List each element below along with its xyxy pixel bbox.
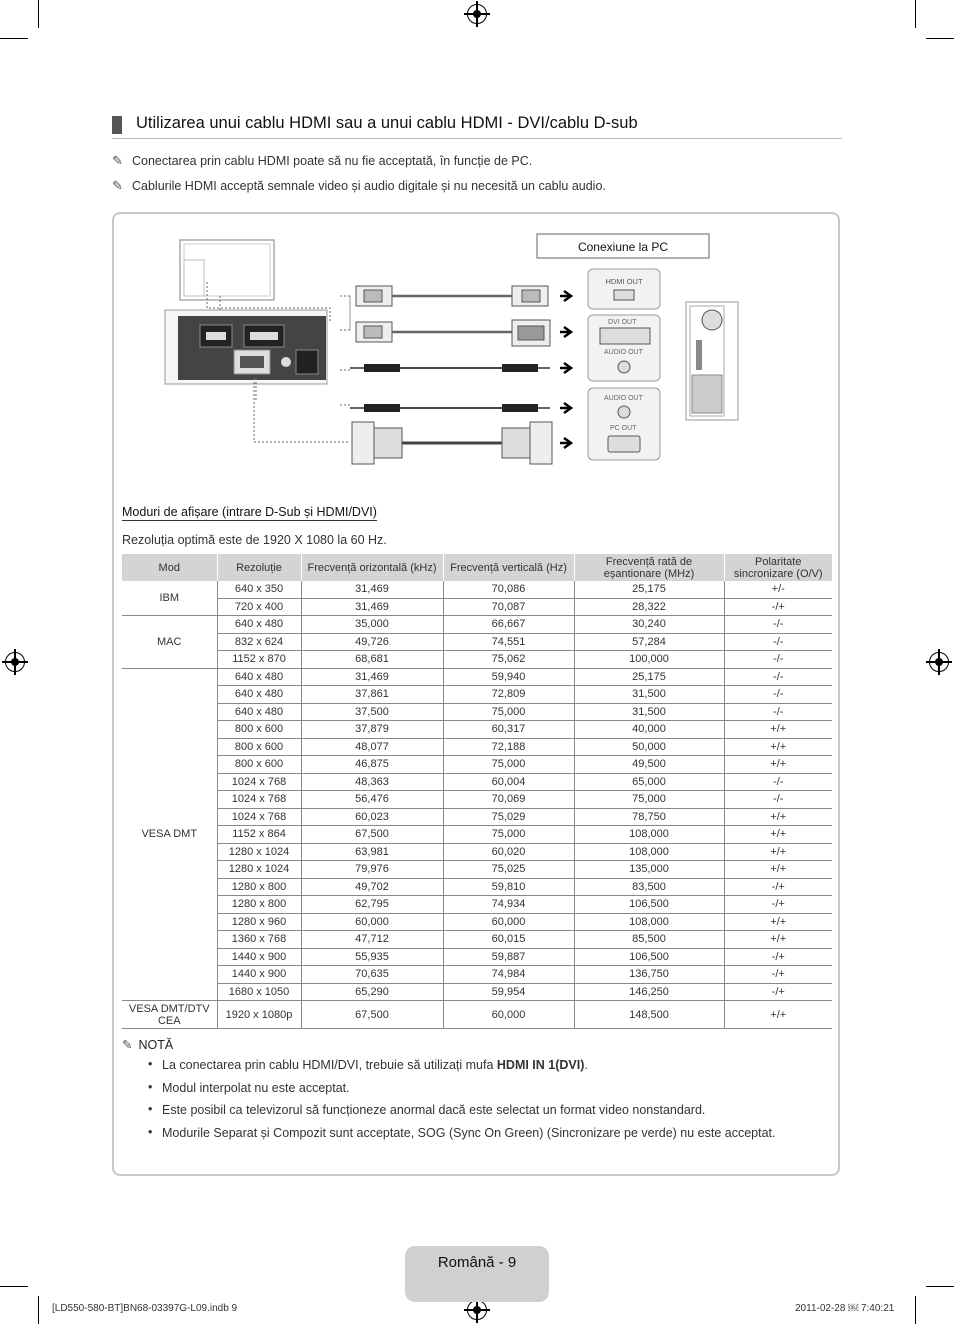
- clock-cell: 106,500: [574, 896, 724, 914]
- polarity-cell: +/-: [724, 581, 832, 598]
- hfreq-cell: 70,635: [301, 966, 443, 984]
- bullet-bold-text: HDMI IN 1(DVI): [496, 1058, 585, 1072]
- hfreq-cell: 48,077: [301, 738, 443, 756]
- table-row: [122, 633, 832, 651]
- crop-mark: [926, 38, 954, 39]
- crop-mark: [38, 1296, 39, 1324]
- vfreq-cell: 59,810: [443, 878, 574, 896]
- res-cell: 720 x 400: [217, 598, 301, 616]
- table-row: [122, 598, 832, 616]
- hfreq-cell: 62,795: [301, 896, 443, 914]
- hfreq-cell: 67,500: [301, 826, 443, 844]
- clock-cell: 30,240: [574, 616, 724, 634]
- heading-text: Utilizarea unui cablu HDMI sau a unui cablu HDMI - DVI/cablu D-sub: [136, 114, 638, 132]
- vfreq-cell: 60,004: [443, 773, 574, 791]
- pc-connection-label: Conexiune la PC: [577, 240, 669, 254]
- polarity-cell: +/+: [724, 738, 832, 756]
- table-row: [122, 616, 832, 634]
- polarity-cell: +/+: [724, 1001, 832, 1029]
- polarity-cell: +/+: [724, 756, 832, 774]
- vfreq-cell: 60,020: [443, 843, 574, 861]
- clock-cell: 100,000: [574, 651, 724, 669]
- nota-heading: [122, 1037, 173, 1052]
- pencil-icon: ✎: [112, 153, 123, 168]
- table-row: [122, 651, 832, 669]
- polarity-cell: -/+: [724, 983, 832, 1001]
- table-row: [122, 1001, 832, 1029]
- table-row: [122, 721, 832, 739]
- page-number-tab: [405, 1246, 549, 1302]
- hfreq-cell: 31,469: [301, 581, 443, 598]
- registration-mark-icon: [467, 1300, 487, 1320]
- vfreq-cell: 60,000: [443, 913, 574, 931]
- vfreq-cell: 74,551: [443, 633, 574, 651]
- hdmi-out-label: HDMI OUT: [605, 277, 643, 286]
- optimal-resolution-note: Rezoluția optimă este de 1920 X 1080 la 60 Hz.: [122, 533, 387, 547]
- table-row: [122, 738, 832, 756]
- hfreq-cell: 65,290: [301, 983, 443, 1001]
- polarity-cell: +/+: [724, 861, 832, 879]
- clock-cell: 25,175: [574, 668, 724, 686]
- audio-cable: [350, 363, 571, 373]
- mode-cell: VESA DMT: [122, 668, 217, 1001]
- vfreq-cell: 74,934: [443, 896, 574, 914]
- col-header: Rezoluție: [217, 554, 301, 581]
- clock-cell: 25,175: [574, 581, 724, 598]
- registration-mark-icon: [929, 652, 949, 672]
- table-row: [122, 581, 832, 598]
- vfreq-cell: 75,000: [443, 826, 574, 844]
- pc-tower-illustration: [686, 302, 738, 420]
- res-cell: 1280 x 800: [217, 896, 301, 914]
- note-line: [112, 153, 532, 169]
- vfreq-cell: 75,025: [443, 861, 574, 879]
- vfreq-cell: 75,000: [443, 703, 574, 721]
- res-cell: 1280 x 1024: [217, 861, 301, 879]
- hdmi-out-port: [588, 269, 660, 309]
- res-cell: 1280 x 1024: [217, 843, 301, 861]
- polarity-cell: -/+: [724, 948, 832, 966]
- polarity-cell: -/-: [724, 651, 832, 669]
- polarity-cell: -/-: [724, 791, 832, 809]
- res-cell: 640 x 350: [217, 581, 301, 598]
- audio-out-label: AUDIO OUT: [604, 349, 643, 356]
- polarity-cell: +/+: [724, 826, 832, 844]
- polarity-cell: +/+: [724, 808, 832, 826]
- vfreq-cell: 59,940: [443, 668, 574, 686]
- res-cell: 800 x 600: [217, 721, 301, 739]
- registration-mark-icon: [5, 652, 25, 672]
- res-cell: 1440 x 900: [217, 966, 301, 984]
- d-sub-cable: [352, 422, 571, 464]
- hfreq-cell: 60,023: [301, 808, 443, 826]
- crop-mark: [926, 1286, 954, 1287]
- clock-cell: 31,500: [574, 703, 724, 721]
- vfreq-cell: 59,887: [443, 948, 574, 966]
- hfreq-cell: 37,861: [301, 686, 443, 704]
- table-row: [122, 948, 832, 966]
- table-row: [122, 826, 832, 844]
- hfreq-cell: 49,702: [301, 878, 443, 896]
- clock-cell: 108,000: [574, 913, 724, 931]
- polarity-cell: -/+: [724, 966, 832, 984]
- hfreq-cell: 48,363: [301, 773, 443, 791]
- res-cell: 800 x 600: [217, 738, 301, 756]
- crop-mark: [915, 1296, 916, 1324]
- table-row: [122, 878, 832, 896]
- col-header: Polaritate sincronizare (O/V): [724, 554, 832, 581]
- res-cell: 832 x 624: [217, 633, 301, 651]
- polarity-cell: -/-: [724, 686, 832, 704]
- vfreq-cell: 75,000: [443, 756, 574, 774]
- crop-mark: [915, 0, 916, 28]
- hfreq-cell: 31,469: [301, 668, 443, 686]
- list-item: [148, 1058, 775, 1081]
- vfreq-cell: 60,015: [443, 931, 574, 949]
- res-cell: 1920 x 1080p: [217, 1001, 301, 1029]
- heading-bar: [112, 116, 122, 134]
- res-cell: 1280 x 960: [217, 913, 301, 931]
- vfreq-cell: 70,086: [443, 581, 574, 598]
- table-header-row: [122, 554, 832, 581]
- clock-cell: 85,500: [574, 931, 724, 949]
- table-row: [122, 913, 832, 931]
- res-cell: 1440 x 900: [217, 948, 301, 966]
- table-row: [122, 966, 832, 984]
- mode-cell: MAC: [122, 616, 217, 669]
- col-header: Frecvență verticală (Hz): [443, 554, 574, 581]
- hfreq-cell: 37,879: [301, 721, 443, 739]
- res-cell: 1024 x 768: [217, 773, 301, 791]
- display-modes-title: Moduri de afișare (intrare D-Sub și HDMI/DVI): [122, 505, 377, 519]
- hfreq-cell: 56,476: [301, 791, 443, 809]
- res-cell: 1280 x 800: [217, 878, 301, 896]
- clock-cell: 65,000: [574, 773, 724, 791]
- bullet-text: .: [584, 1058, 588, 1072]
- table-row: [122, 773, 832, 791]
- bullet-text: La conectarea prin cablu HDMI/DVI, trebuie să utilizați mufa: [162, 1058, 497, 1072]
- res-cell: 1152 x 864: [217, 826, 301, 844]
- res-cell: 800 x 600: [217, 756, 301, 774]
- crop-mark: [38, 0, 39, 28]
- polarity-cell: -/-: [724, 773, 832, 791]
- clock-cell: 108,000: [574, 843, 724, 861]
- connection-diagram: [160, 230, 760, 475]
- table-row: [122, 843, 832, 861]
- clock-cell: 136,750: [574, 966, 724, 984]
- audio-cable: [350, 403, 571, 413]
- hfreq-cell: 31,469: [301, 598, 443, 616]
- res-cell: 640 x 480: [217, 616, 301, 634]
- table-row: [122, 686, 832, 704]
- footer-timestamp: 2011-02-28 ￼ 7:40:21: [795, 1303, 895, 1314]
- clock-cell: 50,000: [574, 738, 724, 756]
- clock-cell: 49,500: [574, 756, 724, 774]
- audio-out-label-2: AUDIO OUT: [604, 395, 643, 402]
- polarity-cell: -/+: [724, 896, 832, 914]
- hfreq-cell: 68,681: [301, 651, 443, 669]
- clock-cell: 57,284: [574, 633, 724, 651]
- res-cell: 640 x 480: [217, 703, 301, 721]
- vfreq-cell: 66,667: [443, 616, 574, 634]
- pencil-icon: ✎: [112, 178, 123, 193]
- vfreq-cell: 75,029: [443, 808, 574, 826]
- polarity-cell: +/+: [724, 931, 832, 949]
- res-cell: 640 x 480: [217, 668, 301, 686]
- hfreq-cell: 55,935: [301, 948, 443, 966]
- clock-cell: 78,750: [574, 808, 724, 826]
- table-row: [122, 931, 832, 949]
- pencil-icon: ✎: [122, 1038, 133, 1052]
- registration-mark-icon: [467, 4, 487, 24]
- table-row: [122, 896, 832, 914]
- table-row: [122, 668, 832, 686]
- hfreq-cell: 49,726: [301, 633, 443, 651]
- list-item: • Este posibil ca televizorul să funcționeze anormal dacă este selectat un format video nonstandard.: [148, 1103, 775, 1126]
- vfreq-cell: 72,809: [443, 686, 574, 704]
- footer-file-info: [LD550-580-BT]BN68-03397G-L09.indb 9: [52, 1303, 238, 1314]
- col-header: Mod: [122, 554, 217, 581]
- polarity-cell: +/+: [724, 721, 832, 739]
- vfreq-cell: 60,317: [443, 721, 574, 739]
- hdmi-dvi-cable: [356, 320, 571, 346]
- table-row: [122, 808, 832, 826]
- dvi-out-label: DVI OUT: [608, 319, 637, 326]
- vfreq-cell: 59,954: [443, 983, 574, 1001]
- res-cell: 640 x 480: [217, 686, 301, 704]
- hfreq-cell: 47,712: [301, 931, 443, 949]
- clock-cell: 106,500: [574, 948, 724, 966]
- polarity-cell: -/-: [724, 703, 832, 721]
- col-header: Frecvență rată de eșantionare (MHz): [574, 554, 724, 581]
- clock-cell: 146,250: [574, 983, 724, 1001]
- hfreq-cell: 37,500: [301, 703, 443, 721]
- note-text: Conectarea prin cablu HDMI poate să nu fie acceptată, în funcție de PC.: [132, 154, 533, 168]
- mode-cell: IBM: [122, 581, 217, 616]
- mode-cell: VESA DMT/DTV CEA: [122, 1001, 217, 1029]
- polarity-cell: -/-: [724, 616, 832, 634]
- clock-cell: 108,000: [574, 826, 724, 844]
- table-row: [122, 861, 832, 879]
- clock-cell: 40,000: [574, 721, 724, 739]
- table-row: [122, 983, 832, 1001]
- hfreq-cell: 67,500: [301, 1001, 443, 1029]
- pc-out-label: PC OUT: [610, 425, 637, 432]
- clock-cell: 135,000: [574, 861, 724, 879]
- polarity-cell: +/+: [724, 913, 832, 931]
- hfreq-cell: 79,976: [301, 861, 443, 879]
- polarity-cell: -/+: [724, 878, 832, 896]
- vfreq-cell: 75,062: [443, 651, 574, 669]
- polarity-cell: +/+: [724, 843, 832, 861]
- section-heading: [112, 112, 842, 139]
- crop-mark: [0, 38, 28, 39]
- vfreq-cell: 70,087: [443, 598, 574, 616]
- clock-cell: 28,322: [574, 598, 724, 616]
- display-modes-table: [122, 554, 832, 1029]
- clock-cell: 148,500: [574, 1001, 724, 1029]
- res-cell: 1024 x 768: [217, 791, 301, 809]
- note-text: Cablurile HDMI acceptă semnale video și audio digitale și nu necesită un cablu audio.: [132, 179, 606, 193]
- res-cell: 1360 x 768: [217, 931, 301, 949]
- table-row: [122, 703, 832, 721]
- table-row: [122, 791, 832, 809]
- col-header: Frecvență orizontală (kHz): [301, 554, 443, 581]
- hfreq-cell: 46,875: [301, 756, 443, 774]
- hfreq-cell: 35,000: [301, 616, 443, 634]
- tv-back-illustration: [165, 240, 327, 384]
- vfreq-cell: 60,000: [443, 1001, 574, 1029]
- res-cell: 1024 x 768: [217, 808, 301, 826]
- vfreq-cell: 74,984: [443, 966, 574, 984]
- audio-pc-out-port: [588, 388, 660, 460]
- table-row: [122, 756, 832, 774]
- res-cell: 1680 x 1050: [217, 983, 301, 1001]
- clock-cell: 31,500: [574, 686, 724, 704]
- nota-title: NOTĂ: [138, 1038, 174, 1052]
- list-item: • Modurile Separat și Compozit sunt acceptate, SOG (Sync On Green) (Sincronizare pe verde) nu este acceptat.: [148, 1126, 775, 1149]
- polarity-cell: -/-: [724, 668, 832, 686]
- list-item: • Modul interpolat nu este acceptat.: [148, 1081, 775, 1104]
- clock-cell: 83,500: [574, 878, 724, 896]
- hfreq-cell: 63,981: [301, 843, 443, 861]
- hfreq-cell: 60,000: [301, 913, 443, 931]
- polarity-cell: -/-: [724, 633, 832, 651]
- nota-list: [148, 1058, 775, 1148]
- res-cell: 1152 x 870: [217, 651, 301, 669]
- polarity-cell: -/+: [724, 598, 832, 616]
- page-label: Română - 9: [437, 1254, 517, 1271]
- vfreq-cell: 70,069: [443, 791, 574, 809]
- note-line: [112, 178, 606, 194]
- crop-mark: [0, 1286, 28, 1287]
- dvi-audio-out-port: [588, 315, 660, 381]
- vfreq-cell: 72,188: [443, 738, 574, 756]
- clock-cell: 75,000: [574, 791, 724, 809]
